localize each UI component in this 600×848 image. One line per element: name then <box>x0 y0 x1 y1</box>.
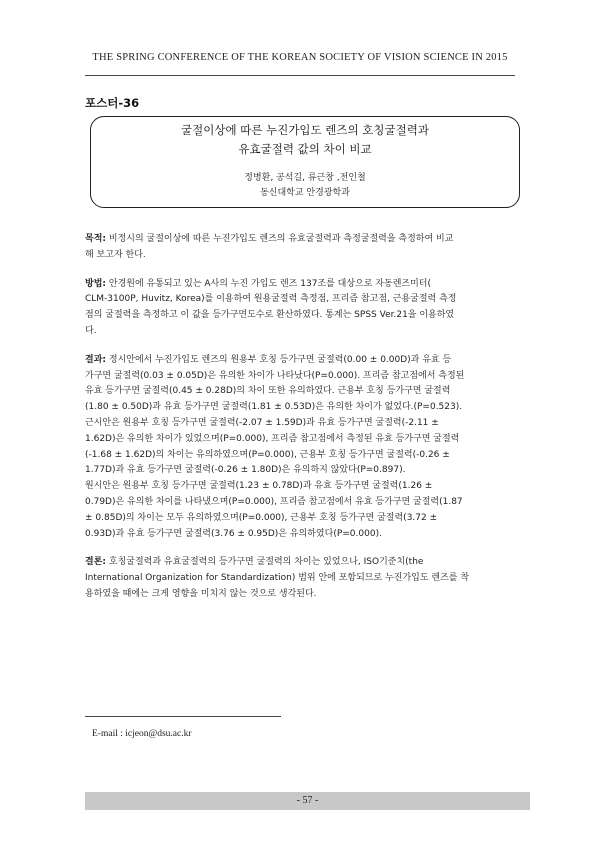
results-line: 유효 등가구면 굴절력(0.45 ± 0.28D)의 차이 또한 유의하였다. 근용부 호칭 등가구면 굴절력 <box>85 386 451 397</box>
results-line: 1.62D)은 유의한 차이가 있었으며(P=0.000), 프리즘 참고점에서 측정된 유효 등가구면 굴절력 <box>85 433 460 444</box>
conclusion-line: 호칭굴절력과 유효굴절력의 등가구면 굴절력의 차이는 있었으나, ISO기준치(the <box>108 557 424 568</box>
author-email: E-mail : icjeon@dsu.ac.kr <box>92 729 192 739</box>
conclusion-line: International Organization for Standardization) 범위 안에 포함되므로 누진가입도 렌즈를 착 <box>85 573 470 584</box>
method-line: 안경원에 유통되고 있는 A사의 누진 가입도 렌즈 137조를 대상으로 자동렌즈미터( <box>108 278 431 289</box>
header-divider <box>85 75 515 76</box>
conclusion-label: 결론: <box>85 557 106 568</box>
results-line: 정시안에서 누진가입도 렌즈의 원용부 호칭 등가구면 굴절력(0.00 ± 0.00D)과 유효 등 <box>108 354 452 365</box>
results-line: 근시안은 원용부 호칭 등가구면 굴절력(-2.07 ± 1.59D)과 유효 등가구면 굴절력(-2.11 ± <box>85 417 439 428</box>
results-line: 1.77D)과 유효 등가구면 굴절력(-0.26 ± 1.80D)은 유의하지 않았다(P=0.897). <box>85 465 406 476</box>
method-line: 다. <box>85 325 97 336</box>
results-line: 가구면 굴절력(0.03 ± 0.05D)은 유의한 차이가 나타났다(P=0.000). 프리즘 참고점에서 측정된 <box>85 370 465 381</box>
results-line: 0.93D)과 유효 등가구면 굴절력(3.76 ± 0.95D)은 유의하였다(P=0.000). <box>85 528 382 539</box>
poster-label: 포스터-36 <box>85 96 140 110</box>
method-section <box>85 277 530 340</box>
footnote-divider <box>85 716 281 717</box>
method-line: CLM-3100P, Huvitz, Korea)를 이용하여 원용굴절력 측정점, 프리즘 참고점, 근용굴절력 측정 <box>85 294 457 305</box>
author-list: 정병환, 공석길, 류근창 ,전인철 <box>244 173 366 183</box>
method-label: 방법: <box>85 278 106 289</box>
purpose-label: 목적: <box>85 234 106 244</box>
method-line: 점의 굴절력을 측정하고 이 값을 등가구면도수로 환산하였다. 통계는 SPSS Ver.21을 이용하였 <box>85 310 455 321</box>
affiliation: 동신대학교 안경광학과 <box>260 188 350 198</box>
results-line: (-1.68 ± 1.62D)의 차이는 유의하였으며(P=0.000), 근용부 호칭 등가구면 굴절력(-0.26 ± <box>85 449 450 460</box>
page-number-bar <box>85 792 530 810</box>
title-line-2: 유효굴절력 값의 차이 비교 <box>238 142 372 156</box>
conference-header: THE SPRING CONFERENCE OF THE KOREAN SOCIETY OF VISION SCIENCE IN 2015 <box>92 52 508 63</box>
abstract-body <box>85 232 530 616</box>
title-line-1: 굴절이상에 따른 누진가입도 렌즈의 호칭굴절력과 <box>181 123 429 137</box>
results-line: ± 0.85D)의 차이는 모두 유의하였으며(P=0.000), 근용부 호칭 등가구면 굴절력(3.72 ± <box>85 512 438 523</box>
results-section <box>85 353 530 543</box>
conclusion-section <box>85 555 530 602</box>
title-box <box>90 116 520 208</box>
results-line: 0.79D)은 유의한 차이를 나타냈으며(P=0.000), 프리즘 참고점에서 유효 등가구면 굴절력(1.87 <box>85 496 463 507</box>
results-label: 결과: <box>85 354 106 365</box>
purpose-section <box>85 232 530 264</box>
conclusion-line: 용하였을 때에는 크게 영향을 미치지 않는 것으로 생각된다. <box>85 588 317 599</box>
purpose-line: 비정시의 굴절이상에 따른 누진가입도 렌즈의 유효굴절력과 측정굴절력을 측정하여 비교 <box>108 234 454 244</box>
purpose-line: 해 보고자 한다. <box>85 249 146 260</box>
page-number: - 57 - <box>296 795 319 806</box>
results-line: 원시안은 원용부 호칭 등가구면 굴절력(1.23 ± 0.78D)과 유효 등가구면 굴절력(1.26 ± <box>85 481 433 492</box>
results-line: (1.80 ± 0.50D)과 유효 등가구면 굴절력(1.81 ± 0.53D)은 유의한 차이가 없었다.(P=0.523). <box>85 402 463 413</box>
